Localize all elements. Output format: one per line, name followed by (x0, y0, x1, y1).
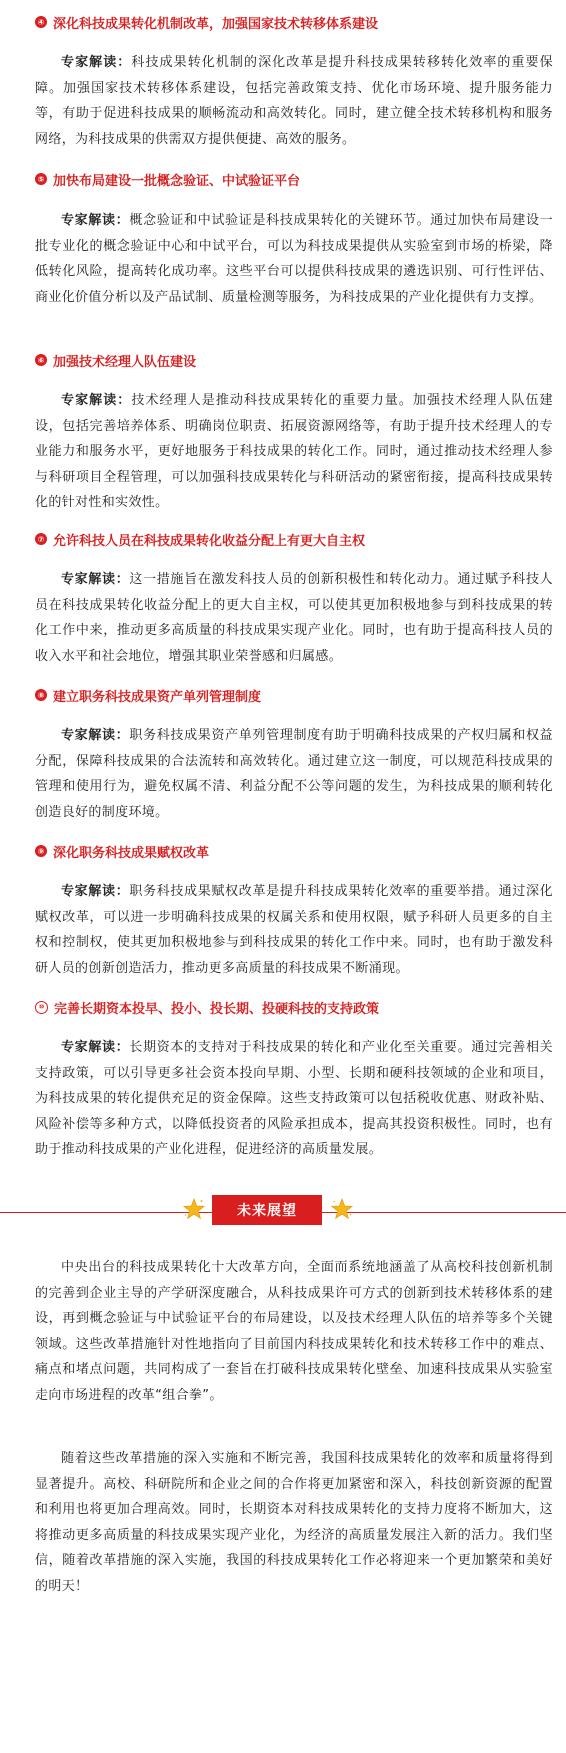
section-body-8 (35, 723, 553, 825)
section-text: 概念验证和中试验证是科技成果转化的关键环节。通过加快布局建设一批专业化的概念验证中心和中试平台，可以为科技成果提供从实验室到市场的桥梁，降低转化风险，提高转化成功率。这些平台可以提供科技成果的遴选识别、可行性评估、商业化价值分析以及产品试制、质量检测等服务，为科技成果的产业化提供有力支撑。 (35, 213, 553, 305)
number-badge: ⑦ (35, 533, 47, 545)
section-text: 科技成果转化机制的深化改革是提升科技成果转移转化效率的重要保障。加强国家技术转移体系建设，包括完善政策支持、优化市场环境、提升服务能力等，有助于促进科技成果的顺畅流动和高效转化。同时，建立健全技术转移机构和服务网络，为科技成果的供需双方提供便捷、高效的服务。 (35, 55, 553, 147)
outlook-paragraph-2: 随着这些改革措施的深入实施和不断完善，我国科技成果转化的效率和质量将得到显著提升。高校、科研院所和企业之间的合作将更加紧密和深入，科技创新资源的配置和利用也将更加合理高效。同时，长期资本对科技成果转化的支持力度将不断加大，这将推动更多高质量的科技成果实现产业化，为经济的高质量发展注入新的活力。我们坚信，随着改革措施的深入实施，我国的科技成果转化工作必将迎来一个更加繁荣和美好的明天！ (35, 1451, 553, 1594)
expert-label: 专家解读： (61, 55, 132, 70)
section-heading-8 (35, 684, 546, 706)
section-text: 长期资本的支持对于科技成果的转化和产业化至关重要。通过完善相关支持政策，可以引导更多社会资本投向早期、小型、长期和硬科技领域的企业和项目，为科技成果的转化提供充足的资金保障。这些支持政策可以包括税收优惠、财政补贴、风险补偿等多种方式，以降低投资者的风险承担成本，提高其投资积极性。同时，也有助于推动科技成果的产业化进程，促进经济的高质量发展。 (35, 1040, 553, 1158)
section-title: 完善长期资本投早、投小、投长期、投硬科技的支持政策 (54, 1001, 380, 1017)
section-title: 深化科技成果转化机制改革，加强国家技术转移体系建设 (53, 16, 379, 32)
section-title: 加强技术经理人队伍建设 (53, 354, 197, 370)
section-body-6 (35, 388, 553, 516)
outlook-banner (0, 1183, 566, 1233)
section-heading-6 (35, 349, 546, 371)
expert-label: 专家解读： (61, 884, 130, 899)
section-heading-7 (35, 528, 546, 550)
section-body-9 (35, 879, 553, 981)
section-title: 加快布局建设一批概念验证、中试验证平台 (53, 173, 301, 189)
section-title: 深化职务科技成果赋权改革 (53, 845, 210, 861)
section-text: 职务科技成果赋权改革是提升科技成果转化效率的重要举措。通过深化赋权改革，可以进一步明确科技成果的权属关系和使用权限，赋予科研人员更多的自主权和控制权，使其更加积极地参与到科技成果的转化工作中来。同时，也有助于激发科研人员的创新创造活力，推动更多高质量的科技成果不断涌现。 (35, 884, 553, 976)
expert-label: 专家解读： (61, 572, 130, 587)
number-badge: ④ (35, 16, 47, 28)
banner-title: 未来展望 (212, 1195, 322, 1225)
section-body-10 (35, 1035, 553, 1163)
number-badge: ⑤ (35, 173, 47, 185)
section-heading-10 (35, 996, 546, 1018)
star-icon (330, 1197, 354, 1221)
number-badge: ⑩ (35, 1001, 48, 1014)
star-icon (182, 1197, 206, 1221)
section-title: 允许科技人员在科技成果转化收益分配上有更大自主权 (53, 533, 366, 549)
section-text: 这一措施旨在激发科技人员的创新积极性和转化动力。通过赋予科技人员在科技成果转化收益分配上的更大自主权，可以使其更加积极地参与到科技成果的转化工作中来，推动更多高质量的科技成果实现产业化。同时，也有助于提高科技人员的收入水平和社会地位，增强其职业荣誉感和归属感。 (35, 572, 553, 664)
section-heading-4 (35, 11, 546, 33)
outlook-paragraph-1: 中央出台的科技成果转化十大改革方向，全面而系统地涵盖了从高校科技创新机制的完善到企业主导的产学研深度融合，从科技成果许可方式的创新到技术转移体系的建设，再到概念验证与中试验证平台的布局建设，以及技术经理人队伍的培养等多个关键领域。这些改革措施针对性地指向了目前国内科技成果转化和技术转移工作中的难点、痛点和堵点问题，共同构成了一套旨在打破科技成果转化壁垒、加速科技成果从实验室走向市场进程的改革“组合拳”。 (35, 1260, 553, 1403)
expert-label: 专家解读： (61, 1040, 130, 1055)
section-text: 技术经理人是推动科技成果转化的重要力量。加强技术经理人队伍建设，包括完善培养体系、明确岗位职责、拓展资源网络等，有助于提升技术经理人的专业能力和服务水平，更好地服务于科技成果的转化工作。同时，通过推动技术经理人参与科研项目全程管理，可以加强科技成果转化与科研活动的紧密衔接，提高科技成果转化的针对性和实效性。 (35, 393, 553, 511)
section-body-7 (35, 567, 553, 669)
number-badge: ⑧ (35, 689, 47, 701)
section-text: 职务科技成果资产单列管理制度有助于明确科技成果的产权归属和权益分配，保障科技成果的合法流转和高效转化。通过建立这一制度，可以规范科技成果的管理和使用行为，避免权属不清、利益分配不公等问题的发生，为科技成果的顺利转化创造良好的制度环境。 (35, 728, 553, 820)
expert-label: 专家解读： (61, 393, 132, 408)
section-title: 建立职务科技成果资产单列管理制度 (53, 689, 262, 705)
expert-label: 专家解读： (61, 213, 130, 228)
section-heading-5 (35, 168, 546, 190)
expert-label: 专家解读： (61, 728, 130, 743)
section-heading-9 (35, 840, 546, 862)
section-body-5 (35, 208, 553, 310)
section-body-4 (35, 50, 553, 152)
number-badge: ⑥ (35, 354, 47, 366)
number-badge: ⑨ (35, 845, 47, 857)
